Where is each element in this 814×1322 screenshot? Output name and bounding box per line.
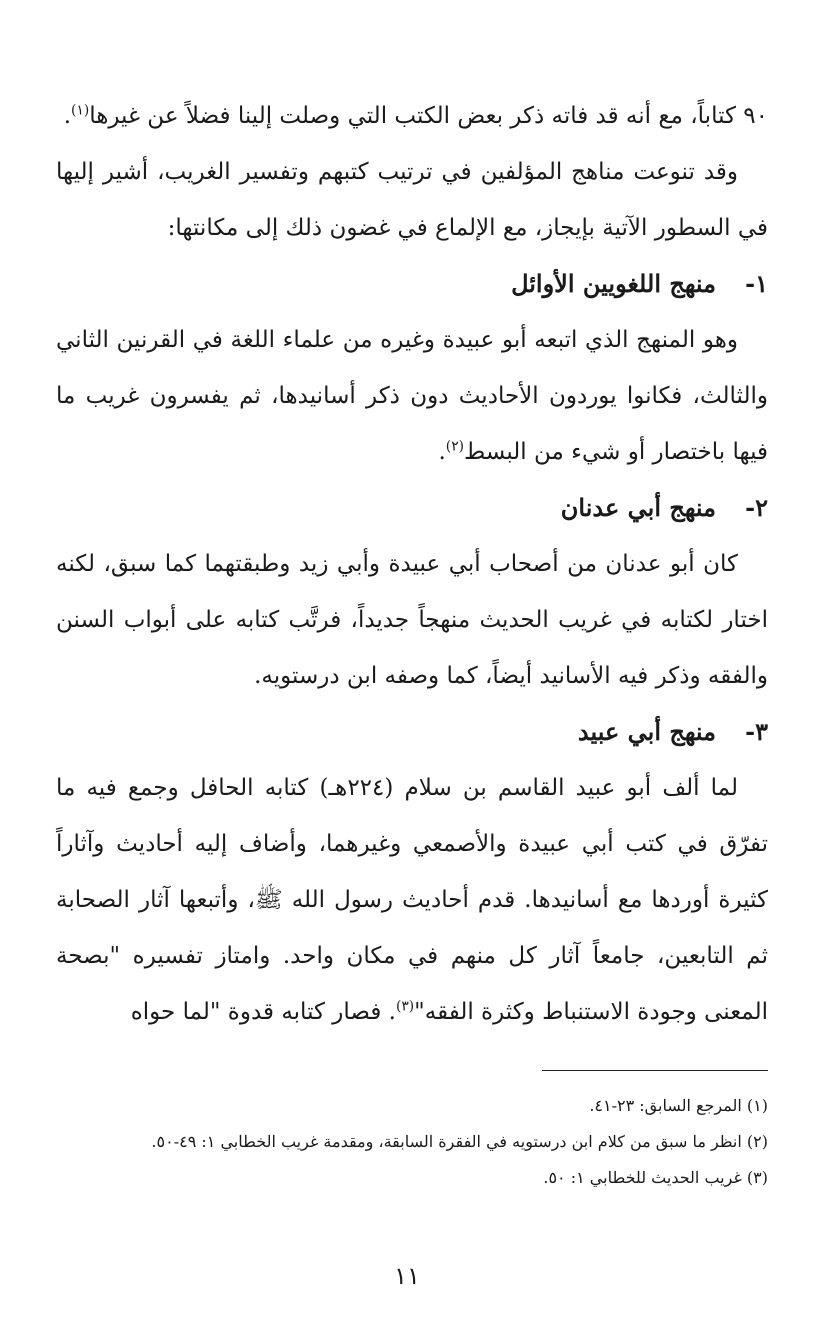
- footnotes: [56, 1088, 768, 1196]
- section-text-2: كان أبو عدنان من أصحاب أبي عبيدة وأبي زيد وطبقتهما كما سبق، لكنه اختار لكتابه في غريب الحديث منهجاً جديداً، فرتَّب كتابه على أبواب السنن والفقه وذكر فيه الأسانيد أيضاً، كما وصفه ابن درستويه.: [56, 551, 768, 689]
- footnote-ref-3: (٣): [395, 998, 415, 1015]
- section-number-3: ٣-: [745, 717, 768, 746]
- section-title-3: منهج أبي عبيد: [577, 717, 716, 746]
- page-body: [56, 88, 768, 1040]
- section-paragraph-1: [56, 312, 768, 480]
- section-heading-3: [56, 704, 768, 760]
- footnote-2: (٢) انظر ما سبق من كلام ابن درستويه في الفقرة السابقة، ومقدمة غريب الخطابي ١: ٤٩-٥٠.: [151, 1132, 768, 1151]
- section-heading-1: [56, 256, 768, 312]
- section-paragraph-2: [56, 536, 768, 704]
- section-number-2: ٢-: [745, 493, 768, 522]
- footnote-ref-2: (٢): [445, 438, 464, 455]
- footnote-3: (٣) غريب الحديث للخطابي ١: ٥٠.: [543, 1168, 768, 1187]
- footnote-divider: [542, 1070, 768, 1071]
- section-paragraph-3: [56, 760, 768, 1040]
- intro-paragraph: ٩٠ كتاباً، مع أنه قد فاته ذكر بعض الكتب التي وصلت إلينا فضلاً عن غيرها$^{(١)}$.: [63, 102, 768, 129]
- section-tail-3: . فصار كتابه قدوة "لما حواه: [130, 999, 396, 1025]
- section-tail-1: .: [438, 439, 446, 465]
- section-title-2: منهج أبي عدنان: [560, 493, 716, 522]
- section-title-1: منهج اللغويين الأوائل: [511, 269, 716, 298]
- footnote-1: (١) المرجع السابق: ٢٣-٤١.: [589, 1096, 768, 1115]
- page-number: ١١: [394, 1262, 420, 1290]
- section-text-3: لما ألف أبو عبيد القاسم بن سلام (٢٢٤هـ) كتابه الحافل وجمع فيه ما تفرّق في كتب أبي عبيدة والأصمعي وغيرهما، وأضاف إليه أحاديث وآثاراً كثيرة أوردها مع أسانيدها. قدم أحاديث رسول الله ﷺ، وأتبعها آثار الصحابة ثم التابعين، جامعاً آثار كل منهم في مكان واحد. وامتاز تفسيره "بصحة المعنى وجودة الاستنباط وكثرة الفقه": [56, 775, 768, 1025]
- footnote-ref-1: (١): [71, 102, 90, 119]
- methods-paragraph: وقد تنوعت مناهج المؤلفين في ترتيب كتبهم وتفسير الغريب، أشير إليها في السطور الآتية بإيجاز، مع الإلماع في غضون ذلك إلى مكانتها:: [56, 159, 768, 241]
- section-number-1: ١-: [745, 269, 768, 298]
- intro-paragraph-text: ٩٠ كتاباً، مع أنه قد فاته ذكر بعض الكتب التي وصلت إلينا فضلاً عن غيرها: [89, 103, 768, 129]
- section-text-1: وهو المنهج الذي اتبعه أبو عبيدة وغيره من علماء اللغة في القرنين الثاني والثالث، فكانوا يوردون الأحاديث دون ذكر أسانيدها، ثم يفسرون غريب ما فيها باختصار أو شيء من البسط: [56, 327, 768, 465]
- section-heading-2: [56, 480, 768, 536]
